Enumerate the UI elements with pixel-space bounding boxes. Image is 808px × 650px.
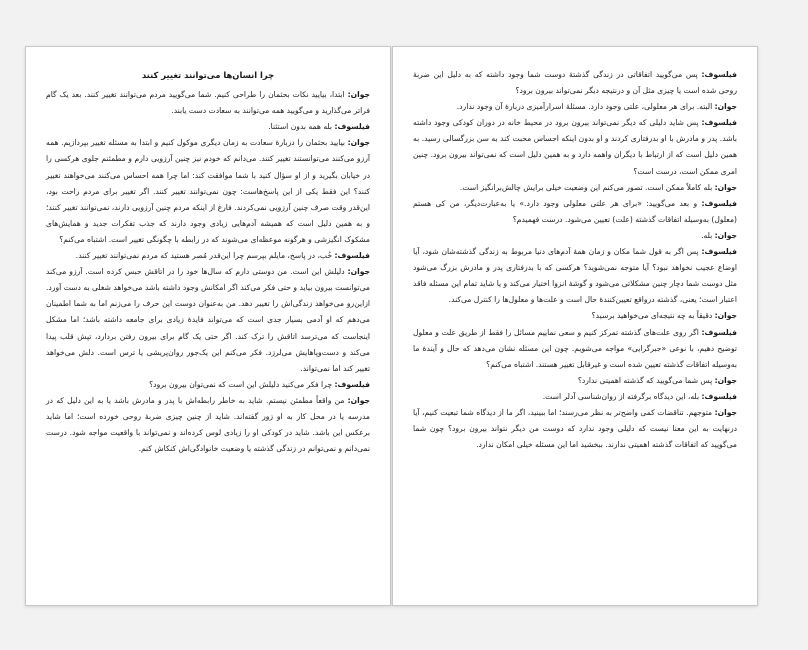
speaker-label: فیلسوف: (701, 118, 737, 128)
speaker-label: فیلسوف: (334, 122, 370, 132)
speaker-label: جوان: (347, 138, 370, 148)
speaker-label: جوان: (714, 182, 737, 192)
left-page-content (46, 67, 370, 457)
speaker-label: فیلسوف: (701, 327, 737, 337)
dialogue-paragraph (46, 248, 370, 264)
dialogue-text: خُب، در پاسخ، مایلم بپرسم چرا این‌قدر مُصر هستید که مردم نمی‌توانند تغییر کنند. (75, 251, 335, 261)
dialogue-paragraph (46, 135, 370, 248)
dialogue-text: پس اگر به قول شما مکان و زمان همهٔ آدم‌های دنیا مربوط به زندگی گذشته‌شان شود، آیا اوضاع عجیب نخواهد نبود؟ آیا متوجه نمی‌شوید؟ هرکسی که با بدرفتاری پدر و مادرش بزرگ می‌شود مثل دوست شما دچار چنین مشکلاتی می‌شود و گوشهٔ انزوا اختیار می‌کند و یا شاید تمام این مسئله فاقد اعتبار است؛ یعنی، گذشته درواقع تعیین‌کنندهٔ حال است و علت‌ها و معلول‌ها را کنترل می‌کند. (413, 247, 737, 305)
speaker-label: فیلسوف: (334, 251, 370, 261)
dialogue-text: بله همه بدون استثنا. (268, 122, 335, 132)
dialogue-paragraph (413, 228, 737, 244)
dialogue-paragraph (413, 99, 737, 115)
dialogue-text: بله. (701, 230, 715, 240)
dialogue-paragraph (46, 264, 370, 377)
right-page-content (413, 67, 737, 453)
dialogue-paragraph (413, 389, 737, 405)
dialogue-paragraph (413, 325, 737, 373)
speaker-label: جوان: (714, 407, 737, 417)
dialogue-paragraph (413, 308, 737, 324)
right-page (392, 46, 758, 606)
speaker-label: فیلسوف: (701, 247, 737, 257)
speaker-label: فیلسوف: (701, 391, 737, 401)
dialogue-text: و بعد می‌گویید: «برای هر علتی معلولی وجود دارد.» یا به‌عبارت‌دیگر، من کی هستم (معلول) به‌وسیله اتفاقات گذشته (علت) تعیین می‌شود. درست فهمیدم؟ (413, 198, 737, 224)
speaker-label: جوان: (714, 230, 737, 240)
dialogue-text: چرا فکر می‌کنید دلیلش این است که نمی‌توان بیرون برود؟ (149, 379, 335, 389)
speaker-label: فیلسوف: (701, 198, 737, 208)
dialogue-paragraph (46, 119, 370, 135)
dialogue-text: بله کاملاً ممکن است. تصور می‌کنم این وضعیت خیلی برایش چالش‌برانگیز است. (459, 182, 715, 192)
speaker-label: فیلسوف: (701, 70, 737, 79)
dialogue-paragraph (413, 115, 737, 179)
dialogue-text: بیایید بحثمان را دربارهٔ سعادت به زمان دیگری موکول کنیم و ابتدا به مسئله تغییر بپردازیم. همه آرزو می‌کنند می‌توانستند تغییر کنند. می‌دانم که خودم نیز چنین آرزویی دارم و مطمئنم جلوی هرکسی را در خیابان بگیرید و از او سؤال کنید با شما موافقت کند: اما چرا همه احساس می‌کنند می‌خواهند تغییر کنند؟ این فقط یکی از این پاسخ‌هاست: چون نمی‌توانند تغییر کنند. اگر تغییر برای مردم راحت بود، این‌قدر وقت صرف چنین آرزویی نمی‌کردند. فارغ از اینکه مردم چنین آرزویی دارند، نمی‌توانند تغییر کنند؛ و به همین دلیل است که همیشه آدم‌هایی زیادی وجود دارند که جذب تفکرات جدید و همایش‌های مشکوک انگیزشی و هرگونه موعظه‌ای می‌شوند که در رابطه با چگونگی تغییر است. اشتباه می‌کنم؟ (46, 138, 370, 244)
dialogue-text: بله، این دیدگاه برگرفته از روان‌شناسی آدلر است. (542, 391, 702, 401)
dialogue-paragraph (46, 87, 370, 119)
dialogue-text: پس شاید دلیلی که دیگر نمی‌تواند بیرون برود در محیط خانه در دوران کودکی وجود داشته باشد. پدر و مادرش با او بدرفتاری کردند و او بدون اینکه احساس محبت کند به سن بزرگسالی رسید. به همین دلیل است که از ارتباط با دیگران واهمه دارد و به همین دلیل است که نمی‌تواند بیرون برود. چنین امری ممکن است، درست است؟ (413, 118, 737, 176)
dialogue-paragraph (413, 196, 737, 228)
left-page (25, 46, 391, 606)
dialogue-text: البته. برای هر معلولی، علتی وجود دارد. مسئلهٔ اسرارآمیزی دربارهٔ آن وجود ندارد. (456, 102, 715, 112)
dialogue-paragraph (46, 393, 370, 457)
dialogue-paragraph (413, 67, 737, 99)
dialogue-text: پس شما می‌گویید که گذشته اهمیتی ندارد؟ (577, 375, 715, 385)
dialogue-paragraph (46, 377, 370, 393)
dialogue-text: متوجهم. تناقضات کمی واضح‌تر به نظر می‌رسند؛ اما ببینید، اگر ما از دیدگاه شما تبعیت کنیم، آیا درنهایت به این معنا نیست که دلیلی وجود ندارد که دوست من دیگر نتواند بیرون برود؟ چون شما می‌گویید که اتفاقات گذشته اهمیتی ندارند. ببخشید اما این مسئله خیلی امکان ندارد. (413, 407, 737, 450)
speaker-label: جوان: (714, 375, 737, 385)
speaker-label: جوان: (714, 311, 737, 321)
speaker-label: جوان: (347, 90, 370, 100)
speaker-label: فیلسوف: (334, 379, 370, 389)
dialogue-text: دقیقاً به چه نتیجه‌ای می‌خواهید برسید؟ (591, 311, 715, 321)
dialogue-paragraph (413, 405, 737, 453)
dialogue-text: پس می‌گویید اتفاقاتی در زندگی گذشتهٔ دوست شما وجود داشته که به دلیل این ضربهٔ روحی شده است یا چیزی مثل آن و درنتیجه دیگر نمی‌تواند بیرون برود؟ (413, 70, 737, 96)
speaker-label: جوان: (347, 267, 370, 277)
dialogue-text: ابتدا، بیایید نکات بحثمان را طراحی کنیم. شما می‌گویید مردم می‌توانند تغییر کنند. بعد یک گام فراتر می‌گذارید و می‌گویید همه می‌توانند به سعادت دست یابند. (46, 90, 370, 116)
dialogue-paragraph (413, 373, 737, 389)
dialogue-paragraph (413, 180, 737, 196)
speaker-label: جوان: (347, 395, 370, 405)
dialogue-text: دلیلش این است. من دوستی دارم که سال‌ها خود را در اتاقش حبس کرده است. آرزو می‌کند می‌توانست بیرون بیاید و حتی فکر می‌کند اگر امکانش وجود داشته باشد می‌خواهد شغلی به دست آورد. ازاین‌رو می‌خواهد زندگی‌اش را تغییر دهد. من به‌عنوان دوست این حرف را می‌زنم اما به شما اطمینان می‌دهم که او آدمی بسیار جدی است که می‌تواند فایدهٔ زیادی برای جامعه داشته باشد؛ اما مشکل اینجاست که می‌ترسد اتاقش را ترک کند. اگر حتی یک گام برای بیرون رفتن بردارد، تپش قلب پیدا می‌کند و دست‌وپاهایش می‌لرزد. فکر می‌کنم این یک‌جور روان‌پریشی یا ترس است. دلش می‌خواهد تغییر کند اما نمی‌تواند. (46, 267, 370, 373)
speaker-label: جوان: (714, 102, 737, 112)
dialogue-paragraph (413, 244, 737, 308)
dialogue-text: من واقعاً مطمئن نیستم. شاید به خاطر رابطه‌اش با پدر و مادرش باشد یا به این دلیل که در مدرسه یا در محل کار به او زور گفته‌اند. شاید از چنین چیزی ضربهٔ روحی خورده است؛ اما شاید برعکس این باشد. شاید در کودکی او را زیادی لوس کرده‌اند و نمی‌تواند با واقعیت مواجه شود. درست نمی‌دانم و نمی‌توانم در زندگی گذشته یا وضعیت خانوادگی‌اش کنکاش کنم. (46, 395, 370, 454)
section-title: چرا انسان‌ها می‌توانند تغییر کنند (141, 70, 275, 80)
dialogue-text: اگر روی علت‌های گذشته تمرکز کنیم و سعی نماییم مسائل را فقط از طریق علت و معلول توضیح دهیم، با نوعی «جبرگرایی» مواجه می‌شویم. چون این مسئله نشان می‌دهد که حال و آیندهٔ ما به‌وسیله اتفاقات گذشته تعیین شده است و غیرقابل تغییر هستند. اشتباه می‌کنم؟ (413, 327, 737, 369)
